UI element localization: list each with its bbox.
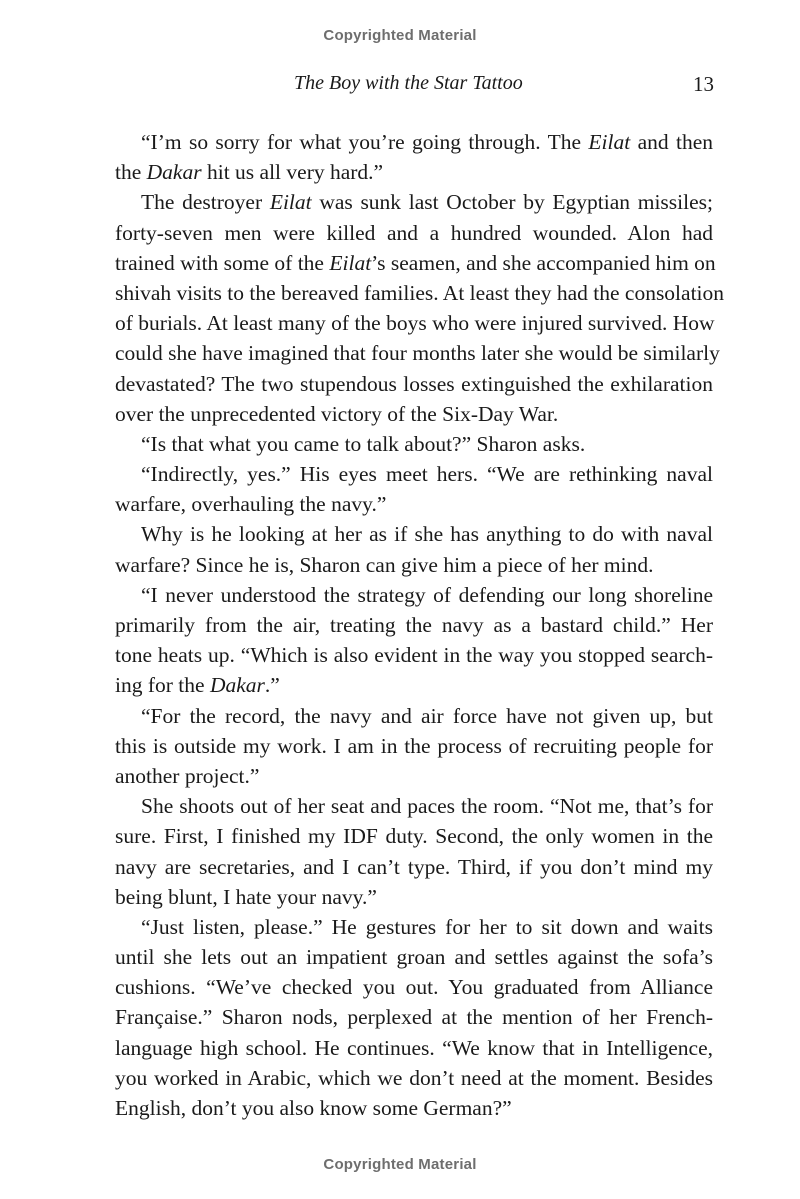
- text-segment: English, don’t you also know some German?”: [115, 1096, 512, 1120]
- text-segment: shivah visits to the bereaved families. At least they had the consolation: [115, 280, 725, 305]
- text-segment: hit us all very hard.”: [201, 160, 384, 185]
- text-line: [115, 127, 713, 157]
- text-line: [115, 429, 713, 459]
- text-line: [115, 489, 713, 519]
- text-segment: over the unprecedented victory of the Six-Day War.: [115, 401, 559, 426]
- text-segment: another project.”: [115, 763, 260, 788]
- page-number: 13: [693, 72, 714, 96]
- text-segment: .”: [264, 673, 280, 698]
- text-line: [115, 519, 713, 549]
- text-segment: warfare, overhauling the navy.”: [115, 492, 387, 517]
- text-line: [115, 821, 713, 851]
- text-line: [115, 580, 713, 610]
- text-segment: could she have imagined that four months later she would be similarly: [115, 341, 720, 366]
- text-line: [115, 731, 713, 761]
- text-line: [115, 187, 713, 217]
- italic-ship-name: Dakar: [146, 160, 202, 185]
- text-segment: the: [115, 160, 147, 185]
- text-line: [115, 852, 713, 882]
- text-segment: and then: [630, 130, 714, 154]
- text-line: [115, 670, 713, 700]
- italic-ship-name: Dakar: [209, 673, 265, 698]
- text-segment: forty-seven men were killed and a hundred wounded. Alon had: [115, 220, 713, 245]
- text-segment: trained with some of the: [115, 250, 330, 275]
- text-line: [115, 338, 720, 368]
- text-segment: ing for the: [115, 673, 210, 698]
- text-segment: “Just listen, please.” He gestures for her to sit down and waits: [141, 914, 713, 939]
- text-line: [115, 308, 713, 338]
- text-line: [115, 1093, 713, 1123]
- text-segment: “Is that what you came to talk about?” Sharon asks.: [141, 431, 586, 456]
- text-line: [115, 218, 713, 248]
- text-line: [115, 882, 713, 912]
- text-segment: “I’m so sorry for what you’re going through. The: [141, 130, 589, 154]
- text-line: [115, 791, 713, 821]
- text-line: [115, 157, 713, 187]
- text-segment: sure. First, I finished my IDF duty. Second, the only women in the: [115, 824, 713, 849]
- text-line: [115, 610, 713, 640]
- book-title-header: The Boy with the Star Tattoo: [294, 72, 523, 94]
- text-segment: “Indirectly, yes.” His eyes meet hers. “We are rethinking naval: [141, 462, 713, 487]
- text-segment: cushions. “We’ve checked you out. You graduated from Alliance: [115, 975, 713, 1000]
- text-segment: “For the record, the navy and air force have not given up, but: [141, 703, 713, 728]
- text-segment: being blunt, I hate your navy.”: [115, 884, 377, 909]
- text-segment: ’s seamen, and she accompanied him on: [371, 250, 716, 275]
- text-segment: The destroyer: [141, 190, 270, 215]
- running-header: [0, 72, 800, 98]
- text-line: [115, 972, 713, 1002]
- text-line: [115, 640, 713, 670]
- text-segment: of burials. At least many of the boys who were injured survived. How: [115, 311, 715, 336]
- text-line: [115, 1002, 713, 1032]
- italic-ship-name: Eilat: [588, 130, 631, 154]
- copyright-watermark-top: Copyrighted Material: [323, 27, 477, 44]
- italic-ship-name: Eilat: [329, 250, 372, 275]
- text-segment: “I never understood the strategy of defending our long shoreline: [141, 582, 713, 607]
- text-segment: until she lets out an impatient groan and settles against the sofa’s: [115, 945, 713, 970]
- text-line: [115, 459, 713, 489]
- text-segment: language high school. He continues. “We know that in Intelligence,: [115, 1035, 713, 1060]
- text-segment: Why is he looking at her as if she has anything to do with naval: [141, 522, 713, 547]
- text-segment: tone heats up. “Which is also evident in the way you stopped search-: [115, 643, 713, 668]
- text-segment: devastated? The two stupendous losses extinguished the exhilaration: [115, 371, 713, 396]
- text-line: [115, 761, 713, 791]
- text-line: [115, 1033, 713, 1063]
- text-segment: was sunk last October by Egyptian missiles;: [311, 190, 713, 215]
- text-line: [115, 1063, 713, 1093]
- text-line: [115, 550, 713, 580]
- text-segment: She shoots out of her seat and paces the room. “Not me, that’s for: [141, 794, 713, 819]
- text-line: [115, 278, 725, 308]
- body-text: [115, 127, 725, 1123]
- text-segment: Française.” Sharon nods, perplexed at the mention of her French-: [115, 1005, 713, 1030]
- text-line: [115, 912, 713, 942]
- text-line: [115, 701, 713, 731]
- text-segment: navy are secretaries, and I can’t type. Third, if you don’t mind my: [115, 854, 713, 879]
- text-line: [115, 942, 713, 972]
- text-line: [115, 369, 713, 399]
- text-line: [115, 248, 716, 278]
- text-segment: this is outside my work. I am in the process of recruiting people for: [115, 733, 713, 758]
- text-segment: you worked in Arabic, which we don’t need at the moment. Besides: [115, 1065, 713, 1090]
- copyright-watermark-bottom: Copyrighted Material: [323, 1156, 477, 1173]
- italic-ship-name: Eilat: [269, 190, 312, 215]
- text-line: [115, 399, 713, 429]
- text-segment: warfare? Since he is, Sharon can give him a piece of her mind.: [115, 552, 654, 577]
- text-segment: primarily from the air, treating the navy as a bastard child.” Her: [115, 613, 713, 637]
